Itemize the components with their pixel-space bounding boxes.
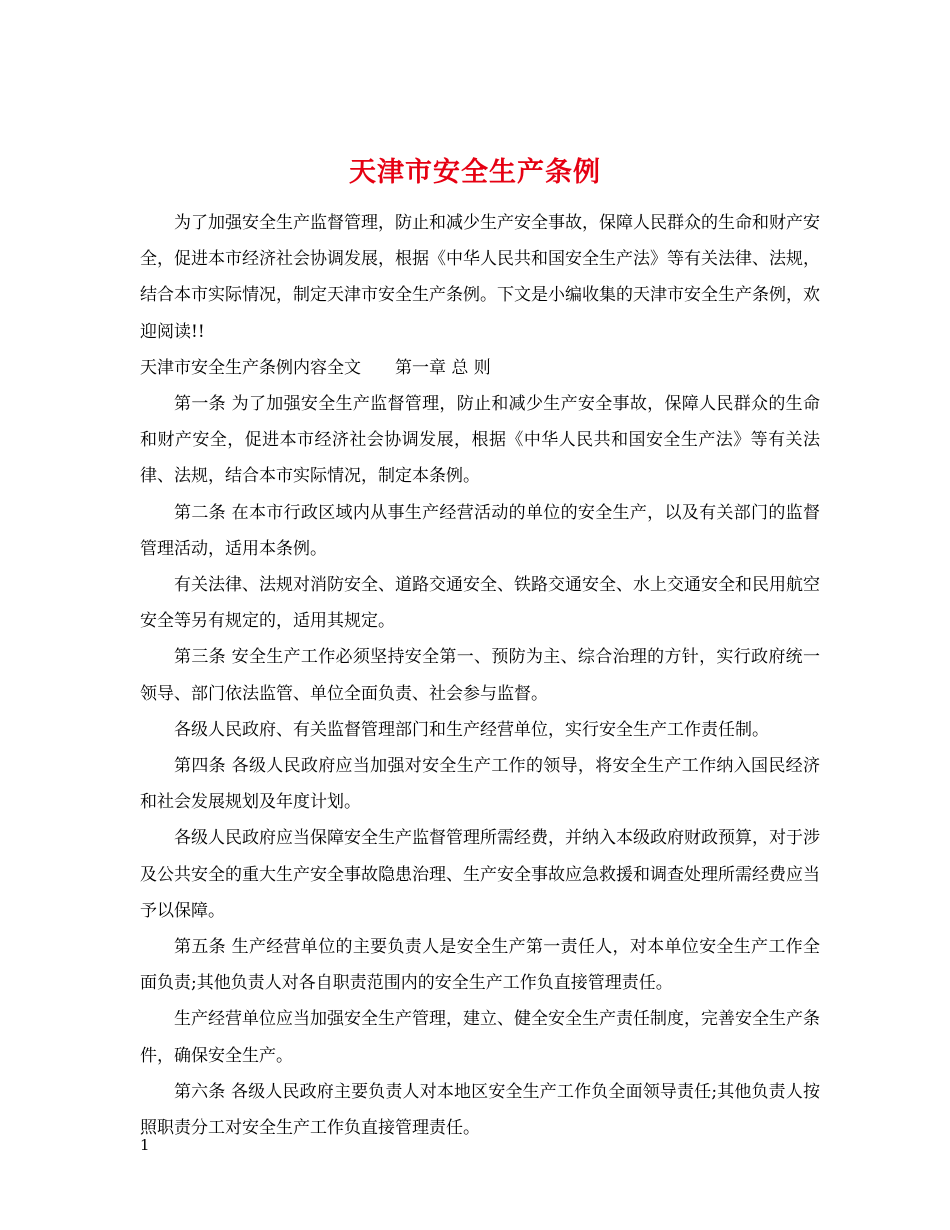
article-5-paragraph: 第五条 生产经营单位的主要负责人是安全生产第一责任人，对本单位安全生产工作全面负责;其他负责人对各自职责范围内的安全生产工作负直接管理责任。: [140, 937, 820, 994]
article-2-paragraph-2: 有关法律、法规对消防安全、道路交通安全、铁路交通安全、水上交通安全和民用航空安全等另有规定的，适用其规定。: [140, 575, 820, 632]
article-2-paragraph: 第二条 在本市行政区域内从事生产经营活动的单位的安全生产，以及有关部门的监督管理活动，适用本条例。: [140, 502, 820, 559]
document-body: [140, 205, 820, 1146]
section-heading-line: 天津市安全生产条例内容全文 第一章 总 则: [140, 357, 491, 378]
article-3-paragraph: 第三条 安全生产工作必须坚持安全第一、预防为主、综合治理的方针，实行政府统一领导、部门依法监管、单位全面负责、社会参与监督。: [140, 647, 820, 704]
intro-paragraph: 为了加强安全生产监督管理，防止和减少生产安全事故，保障人民群众的生命和财产安全，促进本市经济社会协调发展，根据《中华人民共和国安全生产法》等有关法律、法规，结合本市实际情况，制定天津市安全生产条例。下文是小编收集的天津市安全生产条例，欢迎阅读!!: [140, 213, 820, 342]
article-5-paragraph-2: 生产经营单位应当加强安全生产管理，建立、健全安全生产责任制度，完善安全生产条件，确保安全生产。: [140, 1009, 820, 1066]
article-1-paragraph: 第一条 为了加强安全生产监督管理，防止和减少生产安全事故，保障人民群众的生命和财产安全，促进本市经济社会协调发展，根据《中华人民共和国安全生产法》等有关法律、法规，结合本市实际情况，制定本条例。: [140, 394, 820, 487]
article-3-paragraph-2: 各级人民政府、有关监督管理部门和生产经营单位，实行安全生产工作责任制。: [174, 719, 769, 740]
article-6-paragraph: 第六条 各级人民政府主要负责人对本地区安全生产工作负全面领导责任;其他负责人按照职责分工对安全生产工作负直接管理责任。: [140, 1081, 820, 1139]
article-4-paragraph: 第四条 各级人民政府应当加强对安全生产工作的领导，将安全生产工作纳入国民经济和社会发展规划及年度计划。: [140, 756, 820, 813]
document-title: 天津市安全生产条例: [349, 157, 601, 189]
article-4-paragraph-2: 各级人民政府应当保障安全生产监督管理所需经费，并纳入本级政府财政预算，对于涉及公共安全的重大生产安全事故隐患治理、生产安全事故应急救援和调查处理所需经费应当予以保障。: [140, 828, 820, 921]
page-number: 1: [140, 1136, 150, 1154]
